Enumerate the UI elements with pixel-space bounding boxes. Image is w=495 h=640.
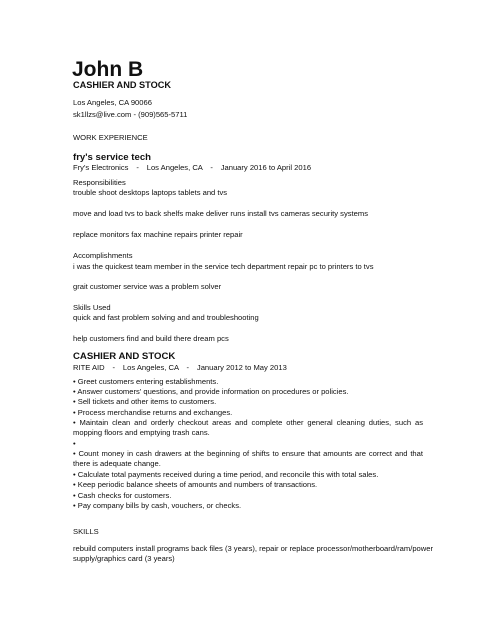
job1-acc-line: i was the quickest team member in the service tech department repair pc to printers to tvs <box>73 262 374 271</box>
job2-bullet: • Cash checks for customers. <box>73 491 172 500</box>
job1-responsibilities-label: Responsibilities <box>73 178 126 187</box>
job2-dash: - <box>112 363 116 372</box>
work-experience-heading: WORK EXPERIENCE <box>73 133 148 142</box>
job1-resp-line: move and load tvs to back shelfs make deliver runs install tvs cameras security systems <box>73 209 369 218</box>
job2-location: Los Angeles, CA <box>122 363 179 372</box>
job2-bullet: • Sell tickets and other items to customers. <box>73 397 217 406</box>
job1-title: fry's service tech <box>73 152 152 163</box>
job1-acc-line: grait customer service was a problem solver <box>73 282 222 291</box>
candidate-location: Los Angeles, CA 90066 <box>73 98 152 107</box>
job1-dash: - <box>210 163 213 172</box>
job1-resp-line: replace monitors fax machine repairs printer repair <box>73 230 243 239</box>
job2-bullet: • Pay company bills by cash, vouchers, or checks. <box>73 501 242 510</box>
job2-bullet: • Count money in cash drawers at the beginning of shifts to ensure that amounts are correct and that there is adequate change. <box>73 449 423 469</box>
skills-text: rebuild computers install programs back files (3 years), repair or replace processor/motherboard/ram/power supply/graphics card (3 years) <box>73 544 434 564</box>
job1-skills-line: help customers find and build there dream pcs <box>73 334 229 343</box>
job1-company: Fry's Electronics <box>73 163 129 172</box>
candidate-contact: sk1llzs@live.com - (909)565-5711 <box>73 110 188 119</box>
job2-bullet: • Greet customers entering establishments. <box>73 377 219 386</box>
job2-bullet: • Maintain clean and orderly checkout areas and complete other general cleaning duties, such as mopping floors and emptying trash cans. <box>73 418 423 438</box>
skills-heading: SKILLS <box>73 527 99 536</box>
job2-title: CASHIER AND STOCK <box>73 351 176 362</box>
job2-company: RITE AID <box>73 363 105 372</box>
job1-accomplishments-label: Accomplishments <box>73 251 133 260</box>
job2-meta <box>73 363 287 373</box>
job2-bullet: • Process merchandise returns and exchanges. <box>73 408 233 417</box>
job1-location: Los Angeles, CA <box>146 163 203 172</box>
candidate-name: John B <box>72 58 144 81</box>
job2-bullet: • Keep periodic balance sheets of amounts and numbers of transactions. <box>73 480 318 489</box>
job1-dates: January 2016 to April 2016 <box>220 163 312 172</box>
candidate-headline: CASHIER AND STOCK <box>73 80 172 90</box>
job1-skills-label: Skills Used <box>73 303 111 312</box>
job1-resp-line: trouble shoot desktops laptops tablets and tvs <box>73 188 228 197</box>
job1-skills-line: quick and fast problem solving and and troubleshooting <box>73 313 259 322</box>
job2-bullet: • Calculate total payments received during a time period, and reconcile this with total sales. <box>73 470 379 479</box>
job2-dates: January 2012 to May 2013 <box>196 363 287 372</box>
job1-dash: - <box>136 163 139 172</box>
job2-bullet: • <box>73 439 76 448</box>
job2-bullet: • Answer customers' questions, and provide information on procedures or policies. <box>73 387 349 396</box>
job1-meta <box>73 163 311 173</box>
job2-dash: - <box>186 363 190 372</box>
